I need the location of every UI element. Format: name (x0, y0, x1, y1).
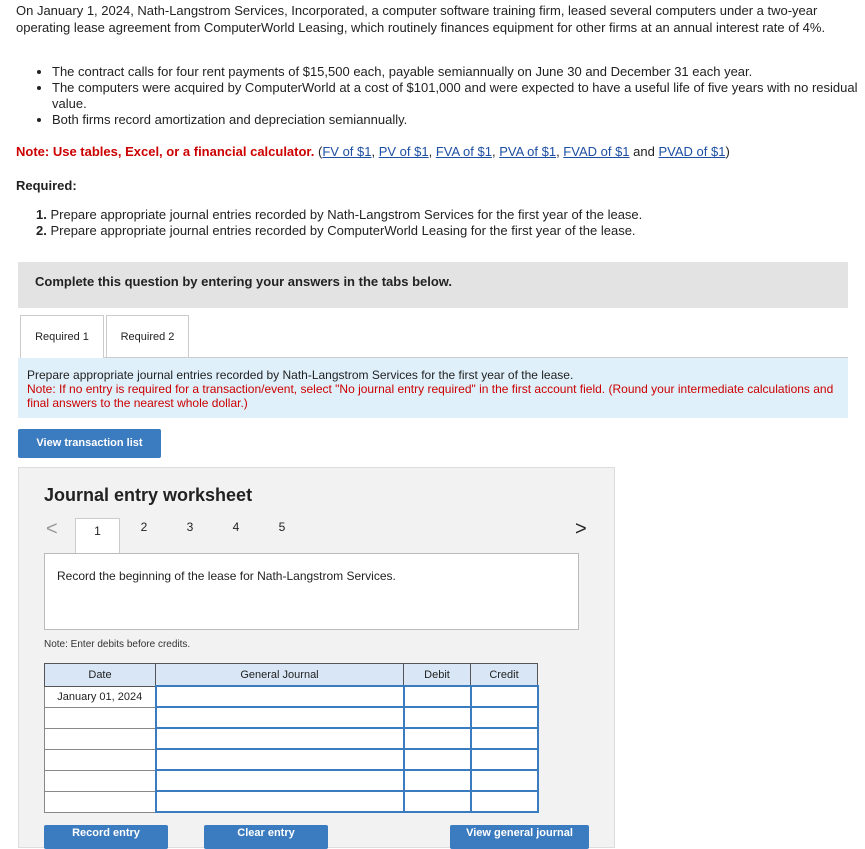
view-general-journal-button[interactable]: View general journal (450, 825, 589, 849)
credit-input[interactable] (471, 791, 538, 812)
debit-input[interactable] (404, 770, 471, 791)
instruction-panel (18, 358, 848, 418)
worksheet-title: Journal entry worksheet (44, 485, 253, 505)
list-item (36, 223, 642, 239)
list-item: • Both firms record amortization and depreciation semiannually. (52, 112, 865, 128)
requirement-text: Prepare appropriate journal entries recorded by ComputerWorld Leasing for the first year of the lease. (50, 223, 636, 238)
date-cell (45, 770, 156, 791)
contract-terms-list (34, 64, 865, 128)
link-fv[interactable]: FV of $1 (322, 144, 372, 159)
table-row (45, 749, 538, 770)
credit-input[interactable] (471, 749, 538, 770)
date-cell (45, 791, 156, 812)
view-transaction-list-button[interactable]: View transaction list (18, 429, 161, 458)
credit-input[interactable] (471, 728, 538, 749)
date-cell: January 01, 2024 (45, 686, 156, 707)
table-row (45, 686, 538, 707)
link-pv[interactable]: PV of $1 (378, 144, 429, 159)
date-cell (45, 749, 156, 770)
list-item (36, 207, 642, 223)
tab-required-1[interactable]: Required 1 (20, 315, 104, 358)
complete-text: Complete this question by entering your answers in the tabs below. (35, 274, 453, 289)
account-input[interactable] (156, 707, 404, 728)
credit-input[interactable] (471, 686, 538, 707)
credit-input[interactable] (471, 707, 538, 728)
table-header-row (45, 664, 538, 687)
date-cell (45, 707, 156, 728)
page-tab-3[interactable]: 3 (186, 520, 194, 534)
requirement-text: Prepare appropriate journal entries recorded by Nath-Langstrom Services for the first year of the lease. (50, 207, 643, 222)
column-header-credit: Credit (471, 664, 538, 687)
page-tab-4[interactable]: 4 (232, 520, 240, 534)
debit-input[interactable] (404, 686, 471, 707)
table-row (45, 791, 538, 812)
required-heading: Required: (16, 178, 77, 193)
tab-required-2[interactable]: Required 2 (106, 315, 189, 358)
instruction-text: Prepare appropriate journal entries recorded by Nath-Langstrom Services for the first year of the lease. (27, 368, 574, 382)
account-input[interactable] (156, 749, 404, 770)
requirements-list (36, 207, 642, 239)
link-fva[interactable]: FVA of $1 (435, 144, 492, 159)
tables-note: Note: Use tables, Excel, or a financial calculator. (FV of $1, PV of $1, FVA of $1, PVA of $1, FVAD of $1 and PVAD of $1) (16, 144, 730, 159)
list-item: • The computers were acquired by ComputerWorld at a cost of $101,000 and were expected to have a useful life of five years with no residual value. (52, 80, 865, 112)
account-input[interactable] (156, 728, 404, 749)
chevron-right-icon[interactable]: > (575, 518, 587, 540)
link-fvad[interactable]: FVAD of $1 (563, 144, 630, 159)
column-header-general-journal: General Journal (156, 664, 404, 687)
account-input[interactable] (156, 770, 404, 791)
link-pva[interactable]: PVA of $1 (499, 144, 557, 159)
credit-input[interactable] (471, 770, 538, 791)
page-tab-1[interactable]: 1 (75, 518, 120, 553)
note-prefix: Note: Use tables, Excel, or a financial calculator. (16, 144, 315, 159)
debit-input[interactable] (404, 749, 471, 770)
instruction-note: Note: If no entry is required for a transaction/event, select "No journal entry required" in the first account field. (Round your intermediate calculations and final answers to the nearest whole dollar.) (27, 382, 834, 410)
table-row (45, 707, 538, 728)
entry-note: Note: Enter debits before credits. (44, 639, 191, 650)
page-tab-2[interactable]: 2 (140, 520, 148, 534)
chevron-left-icon[interactable]: < (46, 518, 58, 540)
account-input[interactable] (156, 791, 404, 812)
requirement-number: 1. (36, 207, 47, 222)
transaction-description: Record the beginning of the lease for Nath-Langstrom Services. (44, 553, 579, 630)
table-row (45, 770, 538, 791)
clear-entry-button[interactable]: Clear entry (204, 825, 328, 849)
table-row (45, 728, 538, 749)
page-tab-5[interactable]: 5 (278, 520, 286, 534)
column-header-date: Date (45, 664, 156, 687)
requirement-number: 2. (36, 223, 47, 238)
note-and: and (633, 144, 655, 159)
complete-banner (18, 262, 848, 308)
journal-table (44, 663, 539, 813)
debit-input[interactable] (404, 728, 471, 749)
record-entry-button[interactable]: Record entry (44, 825, 168, 849)
debit-input[interactable] (404, 791, 471, 812)
account-input[interactable] (156, 686, 404, 707)
column-header-debit: Debit (404, 664, 471, 687)
list-item: • The contract calls for four rent payments of $15,500 each, payable semiannually on June 30 and December 31 each year. (52, 64, 865, 80)
problem-intro: On January 1, 2024, Nath-Langstrom Services, Incorporated, a computer software training firm, leased several computers under a two-year operating lease agreement from ComputerWorld Leasing, which routinely finances equipment for other firms at an annual interest rate of 4%. (16, 3, 826, 35)
date-cell (45, 728, 156, 749)
debit-input[interactable] (404, 707, 471, 728)
link-pvad[interactable]: PVAD of $1 (658, 144, 726, 159)
